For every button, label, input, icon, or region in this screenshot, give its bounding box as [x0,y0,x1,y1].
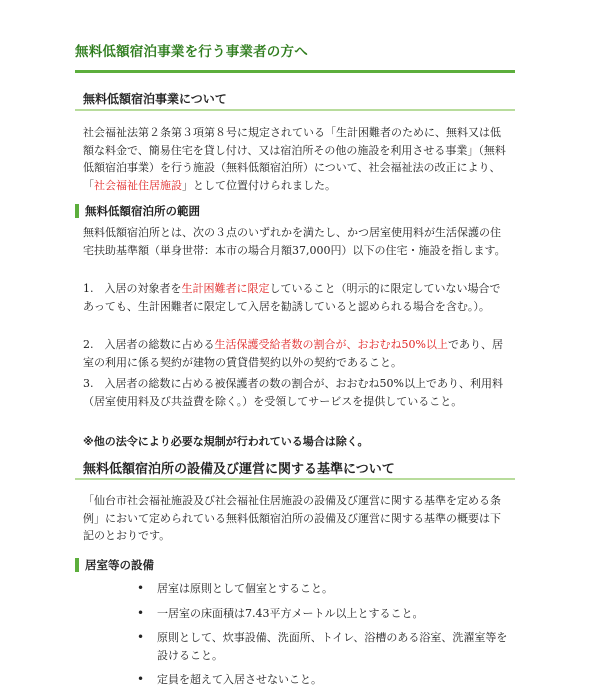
scope-intro: 無料低額宿泊所とは、次の３点のいずれかを満たし、かつ居室使用料が生活保護の住宅扶助基準額（単身世帯：本市の場合月額37,000円）以下の住宅・施設を指します。 [83,226,506,257]
bullet-icon: • [137,630,145,644]
section-divider [75,109,515,111]
page-title: 無料低額宿泊事業を行う事業者の方へ [75,44,308,60]
heading-bar-marker [75,558,79,572]
bullet-icon: • [137,581,145,595]
rooms-bullet-list [137,580,527,696]
highlight-text: 生計困難者に限定 [181,282,270,295]
standards-heading: 無料低額宿泊所の設備及び運営に関する基準について [83,462,395,477]
scope-item-2: 2. 入居者の総数に占める生活保護受給者数の割合が、おおむね50%以上であり、居室の利用に係る契約が建物の賃貸借契約以外の契約であること。 [83,338,503,369]
section-heading-about: 無料低額宿泊事業について [83,92,227,106]
list-item: • 居室は原則として個室とすること。 [137,580,527,598]
scope-item-3: 3. 入居者の総数に占める被保護者の数の割合が、おおむね50%以上であり、利用料（居室使用料及び共益費を除く。）を受領してサービスを提供していること。 [83,377,503,408]
title-divider [75,70,515,73]
about-paragraph: 社会福祉法第２条第３項第８号に規定されている「生計困難者のために、無料又は低額な料金で、簡易住宅を貸し付け、又は宿泊所その他の施設を利用させる事業」（無料低額宿泊事業）を行う施設（無料低額宿泊所）について、社会福祉法の改正により、「社会福祉住居施設」として位置付けられました。 [83,126,506,192]
list-item: • 原則として、炊事設備、洗面所、トイレ、浴槽のある浴室、洗濯室等を設けること。 [137,630,508,662]
scope-item-1: 1. 入居の対象者を生計困難者に限定していること（明示的に限定していない場合であっても、生計困難者に限定して入居を勧誘していると認められる場合を含む。）。 [83,282,501,313]
bullet-icon: • [137,672,145,686]
highlight-text: 社会福祉住居施設 [94,178,182,192]
list-item: • 一居室の床面積は7.43平方メートル以上とすること。 [137,605,527,623]
heading-bar-marker [75,204,79,218]
list-item: • 定員を超えて入居させないこと。 [137,671,527,689]
exclusion-note: ※他の法令により必要な規制が行われている場合は除く。 [83,435,369,448]
section-divider [75,478,515,480]
bullet-icon: • [137,605,145,620]
standards-paragraph: 「仙台市社会福祉施設及び社会福祉住居施設の設備及び運営に関する基準を定める条例」において定められている無料低額宿泊所の設備及び運営に関する基準の概要は下記のとおりです。 [83,494,501,542]
highlight-text: 生活保護受給者数の割合が、おおむね50%以上 [214,338,448,351]
